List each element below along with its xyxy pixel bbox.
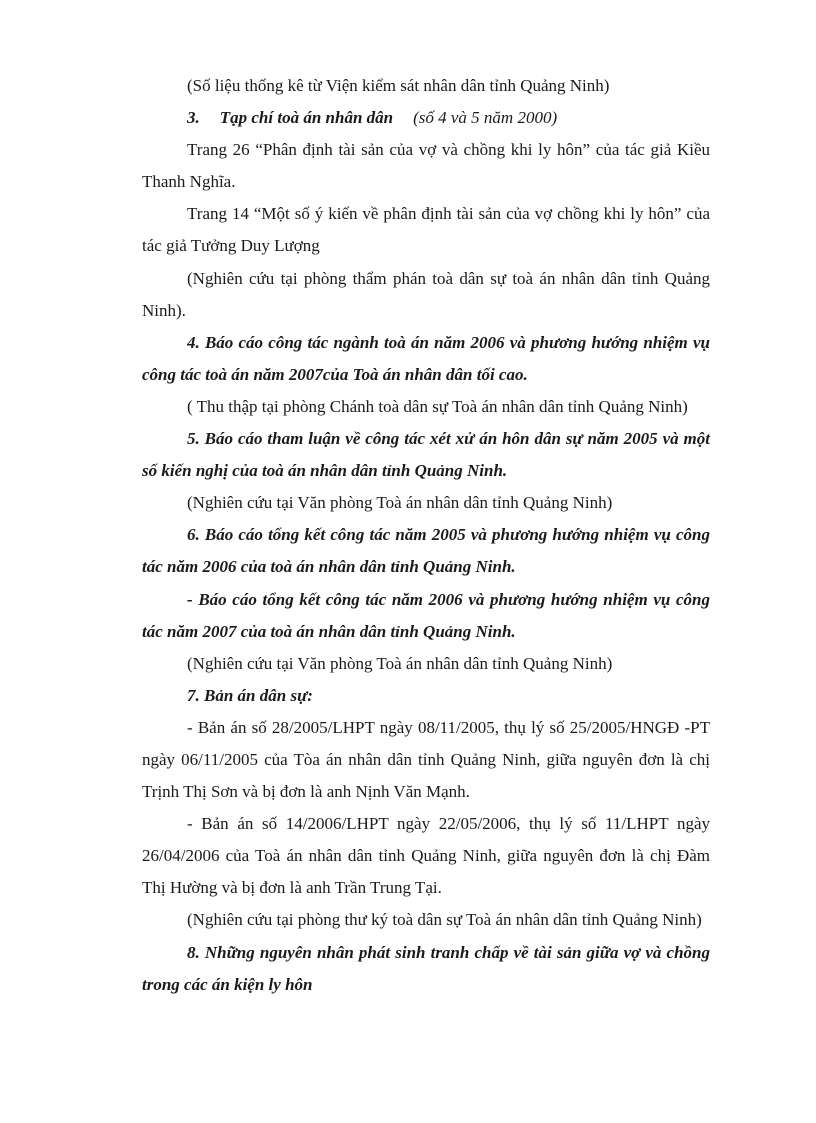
document-page [142,70,710,1001]
section-3-issue: (số 4 và 5 năm 2000) [413,108,558,128]
section-4-number: 4 [187,332,196,352]
section-7-source-note: (Nghiên cứu tại phòng thư ký toà dân sự Toà án nhân dân tỉnh Quảng Ninh) [187,910,702,930]
civil-judgment-28-2005: - Bản án số 28/2005/LHPT ngày 08/11/2005, thụ lý số 25/2005/HNGĐ -PT ngày 06/11/2005 của Tòa án nhân dân tỉnh Quảng Ninh, giữa nguyên đơn là chị Trịnh Thị Sơn và bị đơn là anh Nịnh Văn Mạnh. [142,717,710,802]
section-3-number: 3. [187,108,200,128]
section-6-report-2006: - Báo cáo tổng kết công tác năm 2006 và phương hướng nhiệm vụ công tác năm 2007 của toà án nhân dân tỉnh Quảng Ninh. [142,589,710,641]
section-3-title: Tạp chí toà án nhân dân [219,108,394,128]
section-6-source-note: (Nghiên cứu tại Văn phòng Toà án nhân dân tỉnh Quảng Ninh) [187,653,613,673]
reference-page-26: Trang 26 “Phân định tài sản của vợ và chồng khi ly hôn” của tác giả Kiều Thanh Nghĩa. [142,140,710,192]
section-3-source-note: (Nghiên cứu tại phòng thẩm phán toà dân sự toà án nhân dân tỉnh Quảng Ninh). [142,268,710,320]
section-4-heading [142,327,710,391]
section-5-source-note: (Nghiên cứu tại Văn phòng Toà án nhân dân tỉnh Quảng Ninh) [187,493,613,513]
section-4-title: . Báo cáo công tác ngành toà án năm 2006 và phương hướng nhiệm vụ công tác toà án năm 2007của Toà án nhân dân tối cao. [142,332,710,384]
section-8-number: 8 [187,942,196,962]
civil-judgment-14-2006: - Bản án số 14/2006/LHPT ngày 22/05/2006, thụ lý số 11/LHPT ngày 26/04/2006 của Toà án nhân dân tỉnh Quảng Ninh, giữa nguyên đơn là chị Đàm Thị Hường và bị đơn là anh Trần Trung Tại. [142,814,710,898]
section-8-heading [142,937,710,1001]
reference-page-14: Trang 14 “Một số ý kiến về phân định tài sản của vợ chồng khi ly hôn” của tác giả Tưởng Duy Lượng [142,204,710,256]
section-5-heading [142,423,710,487]
section-5-title: . Báo cáo tham luận về công tác xét xử án hôn dân sự năm 2005 và một số kiến nghị của toà án nhân dân tỉnh Quảng Ninh. [142,429,710,481]
section-5-number: 5 [187,429,196,449]
section-4-source-note: ( Thu thập tại phòng Chánh toà dân sự Toà án nhân dân tỉnh Quảng Ninh) [187,396,688,416]
stats-source-line: (Số liệu thống kê từ Viện kiểm sát nhân dân tỉnh Quảng Ninh) [187,76,610,95]
section-6-report-2005: 6. Báo cáo tổng kết công tác năm 2005 và phương hướng nhiệm vụ công tác năm 2006 của toà án nhân dân tỉnh Quảng Ninh. [142,525,710,577]
section-8-title: . Những nguyên nhân phát sinh tranh chấp về tài sản giữa vợ và chồng trong các án kiện ly hôn [142,942,710,994]
section-7-heading: 7. Bản án dân sự: [187,685,313,705]
section-3-heading [142,102,710,134]
